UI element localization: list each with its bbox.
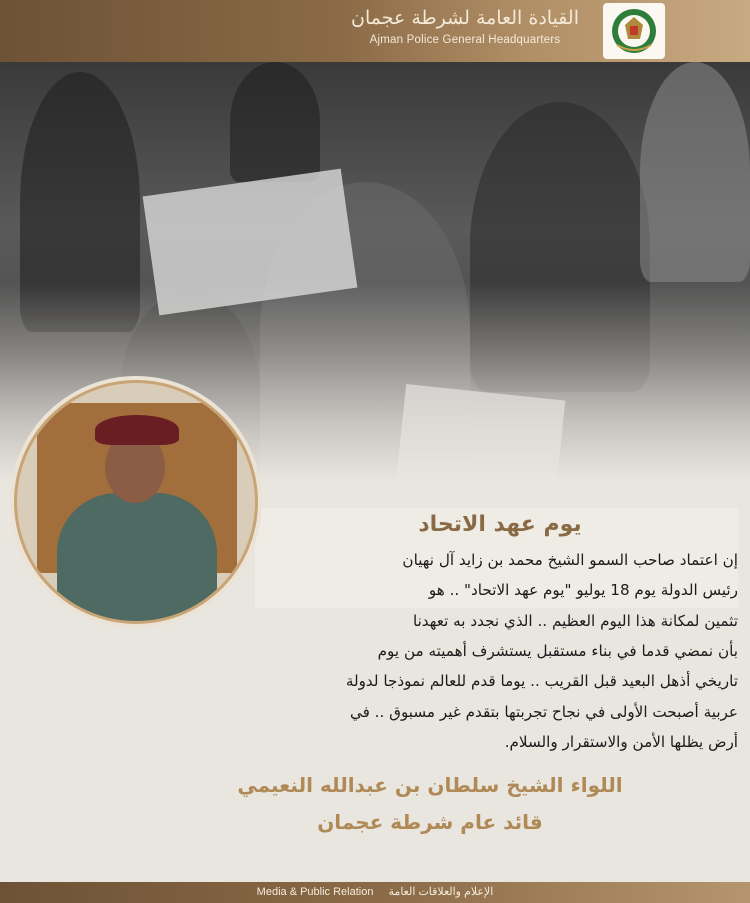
- signature-name: اللواء الشيخ سلطان بن عبدالله النعيمي: [237, 773, 623, 797]
- portrait-photo: [14, 380, 258, 624]
- signature-title: قائد عام شرطة عجمان: [317, 810, 543, 834]
- org-name-ar: القيادة العامة لشرطة عجمان: [351, 7, 579, 29]
- header-bar: [0, 0, 750, 62]
- footer-text: [0, 885, 750, 898]
- post-body-wide: [18, 636, 738, 758]
- brand-block: [350, 6, 580, 46]
- body-line: بأن نمضي قدما في بناء مستقبل يستشرف أهميته من يوم: [377, 642, 738, 660]
- body-line: أرض يظلها الأمن والاستقرار والسلام.: [504, 733, 738, 752]
- body-line: رئيس الدولة يوم 18 يوليو "يوم عهد الاتحاد" .. هو: [428, 581, 738, 600]
- post-title: يوم عهد الاتحاد: [418, 512, 582, 537]
- footer-dept-en: Media & Public Relation: [256, 886, 374, 898]
- org-name-en: Ajman Police General Headquarters: [369, 34, 561, 46]
- police-emblem-icon: [603, 3, 665, 59]
- body-line: تثمين لمكانة هذا اليوم العظيم .. الذي نجدد به تعهدنا: [412, 611, 738, 630]
- post-body: [268, 545, 738, 636]
- body-line: إن اعتماد صاحب السمو الشيخ محمد بن زايد آل نهيان: [402, 551, 738, 569]
- footer-bar: [0, 882, 750, 903]
- footer-dept-ar: الإعلام والعلاقات العامة: [388, 886, 494, 898]
- body-line: عربية أصبحت الأولى في نجاح تجربتها بتقدم غير مسبوق .. في: [349, 702, 738, 721]
- body-line: تاريخي أذهل البعيد قبل القريب .. يوما قدم للعالم نموذجا لدولة: [345, 672, 738, 691]
